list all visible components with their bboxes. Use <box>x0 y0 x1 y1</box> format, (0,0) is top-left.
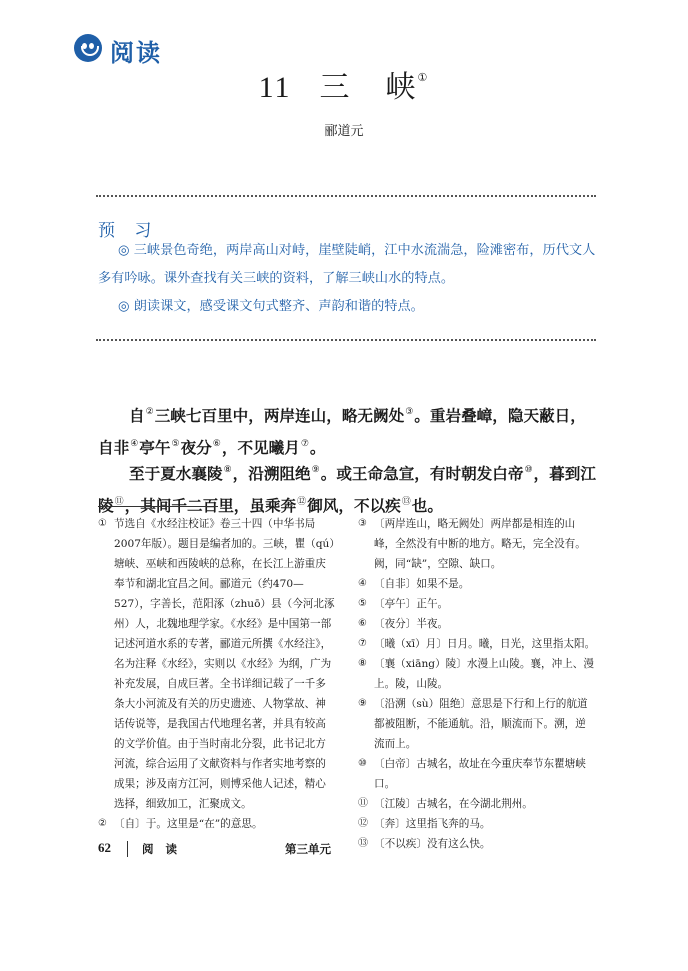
footnote-text: 〔亭午〕正午。 <box>374 598 449 610</box>
footnote <box>358 574 596 594</box>
note-mark: ⑦ <box>300 439 309 449</box>
lesson-number: 11 <box>258 71 292 104</box>
footnote <box>358 794 596 814</box>
smiley-icon <box>74 34 102 62</box>
footnote <box>358 694 596 754</box>
text-run: 夜分 <box>180 438 212 457</box>
note-mark: ③ <box>405 407 414 417</box>
footnote <box>358 594 596 614</box>
footnote-text: 〔自〕于。这里是“在”的意思。 <box>114 818 263 830</box>
section-label: 阅读 <box>110 38 162 67</box>
footnote <box>358 814 596 834</box>
text-run: ，不见曦月 <box>221 438 300 457</box>
footnote-text: 〔曦（xī）月〕日月。曦，日光，这里指太阳。 <box>374 638 596 650</box>
footnote-mark: ⑩ <box>358 758 367 769</box>
footnote <box>358 834 596 854</box>
note-mark: ⑬ <box>401 497 411 507</box>
note-mark: ② <box>145 407 154 417</box>
text-run: ，沿溯阻绝 <box>232 464 311 483</box>
text-run: 。 <box>309 438 326 457</box>
footnote-text: 〔自非〕如果不是。 <box>374 578 470 590</box>
footnote-text: 节选自《水经注校证》卷三十四（中华书局2007年版）。题目是编者加的。三峡，瞿（qú）塘峡、巫峡和西陵峡的总称，在长江上游重庆奉节和湖北宜昌之间。郦道元（约470—527），字善长，范阳涿（zhuō）县（今河北涿州）人，北魏地理学家。《水经》是中国第一部记述河道水系的专著，郦道元所撰《水经注》，名为注释《水经》，实则以《水经》为纲，广为补充发展，自成巨著。全书详细记载了一千多条大小河流及有关的历史遗迹、人物掌故、神话传说等，是我国古代地理名著，并具有较高的文学价值。由于当时南北分裂，此书记北方河流，综合运用了文献资料与作者实地考察的成果；涉及南方江河，则博采他人记述，精心选择，细致加工，汇聚成文。 <box>114 518 335 810</box>
text-run: 至于夏水襄陵 <box>129 464 223 483</box>
preview-item <box>98 293 598 321</box>
title-char-2: 峡 <box>385 70 418 105</box>
footnote <box>358 614 596 634</box>
preview-item <box>98 237 598 293</box>
footnote-text: 〔奔〕这里指飞奔的马。 <box>374 818 491 830</box>
footnote-mark: ⑬ <box>358 838 368 849</box>
footnote-mark: ③ <box>358 518 367 529</box>
footnote-mark: ⑥ <box>358 618 367 629</box>
text-run: 陵 <box>98 496 114 515</box>
footnote-text: 〔白帝〕古城名，故址在今重庆奉节东瞿塘峡口。 <box>374 758 586 790</box>
main-paragraph-1 <box>98 398 598 462</box>
footnote-mark: ⑪ <box>358 798 368 809</box>
footnote <box>358 514 596 574</box>
footnote-text: 〔襄（xiāng）陵〕水漫上山陵。襄，冲上、漫上。陵，山陵。 <box>374 658 594 690</box>
preview-item-text: 朗读课文，感受课文句式整齐、声韵和谐的特点。 <box>133 299 424 314</box>
footnote-mark: ⑧ <box>358 658 367 669</box>
footnote-text: 〔江陵〕古城名，在今湖北荆州。 <box>374 798 533 810</box>
page-number: 62 <box>98 840 111 855</box>
footnote-text: 〔两岸连山，略无阙处〕两岸都是相连的山峰，全然没有中断的地方。略无，完全没有。阙，同“缺”，空隙、缺口。 <box>374 518 586 570</box>
footnote-mark: ② <box>98 818 107 829</box>
footnote-text: 〔夜分〕半夜。 <box>374 618 449 630</box>
footnote <box>98 814 336 834</box>
footer-divider <box>127 841 128 857</box>
preview-item-text: 三峡景色奇绝，两岸高山对峙，崖壁陡峭，江中水流湍急，险滩密布，历代文人多有吟咏。课外查找有关三峡的资料，了解三峡山水的特点。 <box>98 243 596 286</box>
note-mark: ⑤ <box>171 439 180 449</box>
footnote <box>358 654 596 694</box>
lesson-title <box>0 62 688 106</box>
footnote-mark: ⑤ <box>358 598 367 609</box>
note-mark: ⑥ <box>212 439 221 449</box>
double-circle-icon: ◎ <box>118 299 130 314</box>
text-run: 亭午 <box>139 438 171 457</box>
footnote-mark: ⑦ <box>358 638 367 649</box>
main-paragraph-2 <box>98 456 598 520</box>
footnote-mark: ① <box>98 518 107 529</box>
footnote-text: 〔不以疾〕没有这么快。 <box>374 838 491 850</box>
footnote-mark: ④ <box>358 578 367 589</box>
footnotes-left-column <box>98 514 336 834</box>
note-mark: ⑫ <box>297 497 307 507</box>
footnote-text: 〔沿溯（sù）阻绝〕意思是下行和上行的航道都被阻断，不能通航。沿，顺流而下。溯，逆流而上。 <box>374 698 588 750</box>
author: 郦道元 <box>324 124 364 139</box>
footnote-mark: ⑨ <box>358 698 367 709</box>
note-mark: ⑪ <box>114 497 124 507</box>
dotted-divider-top <box>96 195 596 197</box>
text-run: 三峡七百里中，两岸连山，略无阙处 <box>154 406 405 425</box>
footnote-rule <box>98 506 218 507</box>
footnote <box>98 514 336 814</box>
dotted-divider-bottom <box>96 339 596 341</box>
text-run: ，暮到江 <box>533 464 596 483</box>
note-mark: ⑧ <box>223 465 232 475</box>
title-note-mark: ① <box>417 72 430 84</box>
double-circle-icon: ◎ <box>118 243 130 258</box>
footer-unit-label: 第三单元 <box>285 842 331 856</box>
footnotes-right-column <box>358 514 596 854</box>
text-run: 。或王命急宣，有时朝发白帝 <box>320 464 524 483</box>
footnote <box>358 634 596 654</box>
footer-section-label: 阅 读 <box>142 842 182 856</box>
text-run: 自 <box>129 406 145 425</box>
text-run: 。重岩叠嶂，隐天蔽日，自非 <box>98 406 586 457</box>
text-run: 御风，不以疾 <box>307 496 401 515</box>
note-mark: ⑨ <box>311 465 320 475</box>
title-char-1: 三 <box>319 70 352 105</box>
text-run: 也。 <box>411 496 443 515</box>
note-mark: ④ <box>130 439 139 449</box>
text-run: ，其间千二百里，虽乘奔 <box>124 496 297 515</box>
note-mark: ⑩ <box>524 465 533 475</box>
preview-heading: 预 习 <box>98 221 159 241</box>
footnote-mark: ⑫ <box>358 818 368 829</box>
footnote <box>358 754 596 794</box>
